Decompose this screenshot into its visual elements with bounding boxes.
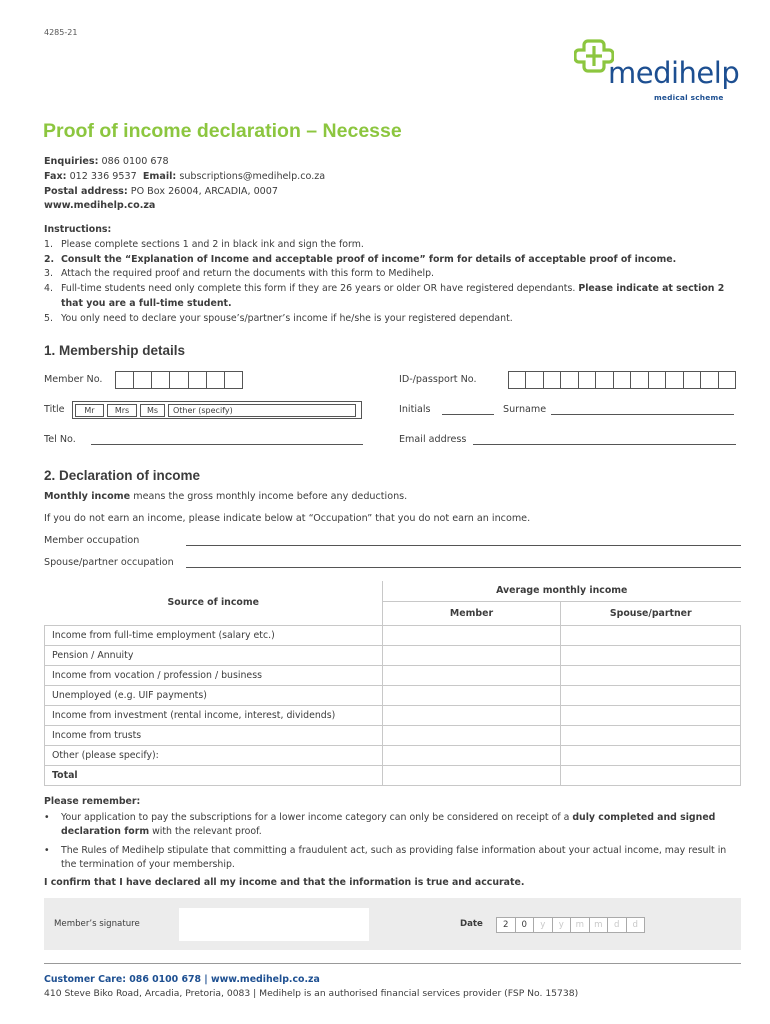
date-field[interactable] xyxy=(496,917,645,933)
date-cell[interactable]: m xyxy=(571,918,590,932)
table-row xyxy=(45,625,741,645)
email-address[interactable]: subscriptions@medihelp.co.za xyxy=(179,170,326,182)
member-no-input[interactable] xyxy=(115,371,243,389)
no-income-note: If you do not earn an income, please indicate below at “Occupation” that you do not earn an income. xyxy=(44,513,531,524)
date-cell[interactable]: y xyxy=(553,918,572,932)
date-label: Date xyxy=(460,919,483,929)
instruction-item xyxy=(44,312,744,327)
instruction-number: 3. xyxy=(44,268,53,280)
spouse-income-cell[interactable] xyxy=(561,685,741,705)
instruction-text-bold: Please indicate at section 2 that you are a full-time student. xyxy=(61,283,725,309)
member-income-cell[interactable] xyxy=(383,725,561,745)
section-2-heading: 2. Declaration of income xyxy=(44,468,201,483)
instruction-text xyxy=(61,282,744,312)
remember-text-tail: with the relevant proof. xyxy=(149,826,262,838)
instruction-text-plain: Full-time students need only complete this form if they are 26 years or older OR have registered dependants. xyxy=(61,283,576,295)
table-header-row xyxy=(45,581,741,601)
monthly-income-note xyxy=(44,491,407,502)
bullet-icon: • xyxy=(44,812,50,824)
instructions-heading: Instructions: xyxy=(44,224,112,235)
signature-label: Member’s signature xyxy=(54,919,140,929)
date-cell[interactable]: 0 xyxy=(516,918,535,932)
member-no-label: Member No. xyxy=(44,374,103,385)
title-option-mrs[interactable]: Mrs xyxy=(107,404,137,417)
table-row xyxy=(45,685,741,705)
income-source: Income from vocation / profession / business xyxy=(45,665,383,685)
remember-text: The Rules of Medihelp stipulate that committing a fraudulent act, such as providing false information about your actual income, may result in the termination of your membership. xyxy=(61,844,727,870)
tel-label: Tel No. xyxy=(44,434,76,445)
table-total-row xyxy=(45,765,741,785)
spouse-income-cell[interactable] xyxy=(561,705,741,725)
title-label: Title xyxy=(44,404,65,415)
logo-wordmark: medihelp xyxy=(608,56,740,90)
member-income-cell[interactable] xyxy=(383,685,561,705)
date-cell[interactable]: 2 xyxy=(497,918,516,932)
spouse-income-cell[interactable] xyxy=(561,725,741,745)
website-link[interactable]: www.medihelp.co.za xyxy=(44,200,156,212)
initials-input[interactable] xyxy=(442,414,494,415)
spouse-income-cell[interactable] xyxy=(561,665,741,685)
member-occupation-label: Member occupation xyxy=(44,535,140,546)
email-input[interactable] xyxy=(473,444,736,445)
instruction-text: Consult the “Explanation of Income and acceptable proof of income” form for details of acceptable proof of income. xyxy=(61,253,677,265)
income-source: Unemployed (e.g. UIF payments) xyxy=(45,685,383,705)
member-income-cell[interactable] xyxy=(383,625,561,645)
remember-bullet xyxy=(44,844,744,872)
contact-block xyxy=(44,155,325,214)
footer-customer-care: Customer Care: 086 0100 678 | www.medihelp.co.za xyxy=(44,974,320,985)
title-options xyxy=(72,401,362,419)
title-option-ms[interactable]: Ms xyxy=(140,404,165,417)
date-cell[interactable]: d xyxy=(608,918,627,932)
footer-address: 410 Steve Biko Road, Arcadia, Pretoria, 0083 | Medihelp is an authorised financial services provider (FSP No. 15738) xyxy=(44,988,579,999)
email-label: Email: xyxy=(142,170,177,182)
member-income-cell[interactable] xyxy=(383,705,561,725)
member-header: Member xyxy=(383,601,561,625)
id-passport-label: ID-/passport No. xyxy=(399,374,477,385)
monthly-income-term: Monthly income xyxy=(44,491,131,502)
income-table xyxy=(44,581,741,786)
spouse-header: Spouse/partner xyxy=(561,601,741,625)
table-row xyxy=(45,645,741,665)
spouse-occupation-input[interactable] xyxy=(186,567,741,568)
date-cell[interactable]: y xyxy=(534,918,553,932)
medihelp-logo xyxy=(574,38,746,104)
spouse-income-cell[interactable] xyxy=(561,745,741,765)
table-row xyxy=(45,725,741,745)
footer-divider xyxy=(44,963,741,964)
surname-input[interactable] xyxy=(551,414,734,415)
instruction-text: Please complete sections 1 and 2 in black ink and sign the form. xyxy=(61,238,364,250)
member-income-cell[interactable] xyxy=(383,665,561,685)
instruction-item xyxy=(44,238,744,253)
remember-text xyxy=(61,811,744,839)
instruction-item xyxy=(44,267,744,282)
instruction-number: 4. xyxy=(44,283,53,295)
initials-label: Initials xyxy=(399,404,431,415)
monthly-income-definition: means the gross monthly income before any deductions. xyxy=(130,491,408,502)
title-option-mr[interactable]: Mr xyxy=(75,404,104,417)
date-cell[interactable]: d xyxy=(632,920,638,930)
remember-text-plain: Your application to pay the subscriptions for a lower income category can only be considered on receipt of a xyxy=(61,812,573,824)
member-income-cell[interactable] xyxy=(383,745,561,765)
instructions xyxy=(44,223,744,327)
instruction-number: 1. xyxy=(44,238,53,250)
income-source: Other (please specify): xyxy=(45,745,383,765)
spouse-total-cell[interactable] xyxy=(561,765,741,785)
id-passport-input[interactable] xyxy=(508,371,736,389)
enquiries-number: 086 0100 678 xyxy=(101,156,169,167)
date-cell[interactable]: m xyxy=(590,918,609,932)
email-label-s1: Email address xyxy=(399,434,467,445)
section-1-heading: 1. Membership details xyxy=(44,343,186,358)
form-reference: 4285-21 xyxy=(44,28,78,37)
total-label: Total xyxy=(45,765,383,785)
title-option-other[interactable]: Other (specify) xyxy=(168,404,356,417)
income-source: Income from full-time employment (salary etc.) xyxy=(45,625,383,645)
instruction-text: You only need to declare your spouse’s/partner’s income if he/she is your registered dependant. xyxy=(61,312,513,324)
income-source: Income from trusts xyxy=(45,725,383,745)
bullet-icon: • xyxy=(44,844,50,856)
spouse-occupation-label: Spouse/partner occupation xyxy=(44,557,174,568)
postal-address: PO Box 26004, ARCADIA, 0007 xyxy=(130,185,278,197)
instruction-number: 2. xyxy=(44,253,55,265)
member-occupation-input[interactable] xyxy=(186,545,741,546)
instruction-number: 5. xyxy=(44,312,53,324)
table-row xyxy=(45,665,741,685)
income-source: Pension / Annuity xyxy=(45,645,383,665)
member-total-cell[interactable] xyxy=(383,765,561,785)
average-monthly-income-header: Average monthly income xyxy=(383,581,741,601)
signature-field[interactable] xyxy=(179,908,369,941)
member-income-cell[interactable] xyxy=(383,645,561,665)
please-remember xyxy=(44,795,744,890)
remember-text-bold: duly completed and signed declaration form xyxy=(61,812,716,838)
fax-label: Fax: xyxy=(44,170,67,182)
tel-input[interactable] xyxy=(91,444,363,445)
spouse-income-cell[interactable] xyxy=(561,645,741,665)
instruction-text: Attach the required proof and return the documents with this form to Medihelp. xyxy=(61,268,435,280)
page-title: Proof of income declaration – Necesse xyxy=(43,120,402,142)
enquiries-label: Enquiries: xyxy=(44,156,99,167)
fax-number: 012 336 9537 xyxy=(69,170,137,182)
table-row xyxy=(45,745,741,765)
remember-heading: Please remember: xyxy=(44,796,141,807)
confirmation-statement: I confirm that I have declared all my income and that the information is true and accurate. xyxy=(44,877,525,889)
surname-label: Surname xyxy=(503,404,547,415)
instruction-item xyxy=(44,282,744,312)
table-row xyxy=(45,705,741,725)
source-of-income-header: Source of income xyxy=(45,581,383,625)
income-source: Income from investment (rental income, interest, dividends) xyxy=(45,705,383,725)
remember-bullet xyxy=(44,811,744,839)
logo-tagline: medical scheme xyxy=(654,93,724,102)
postal-label: Postal address: xyxy=(44,185,128,197)
instruction-item xyxy=(44,253,744,268)
spouse-income-cell[interactable] xyxy=(561,625,741,645)
